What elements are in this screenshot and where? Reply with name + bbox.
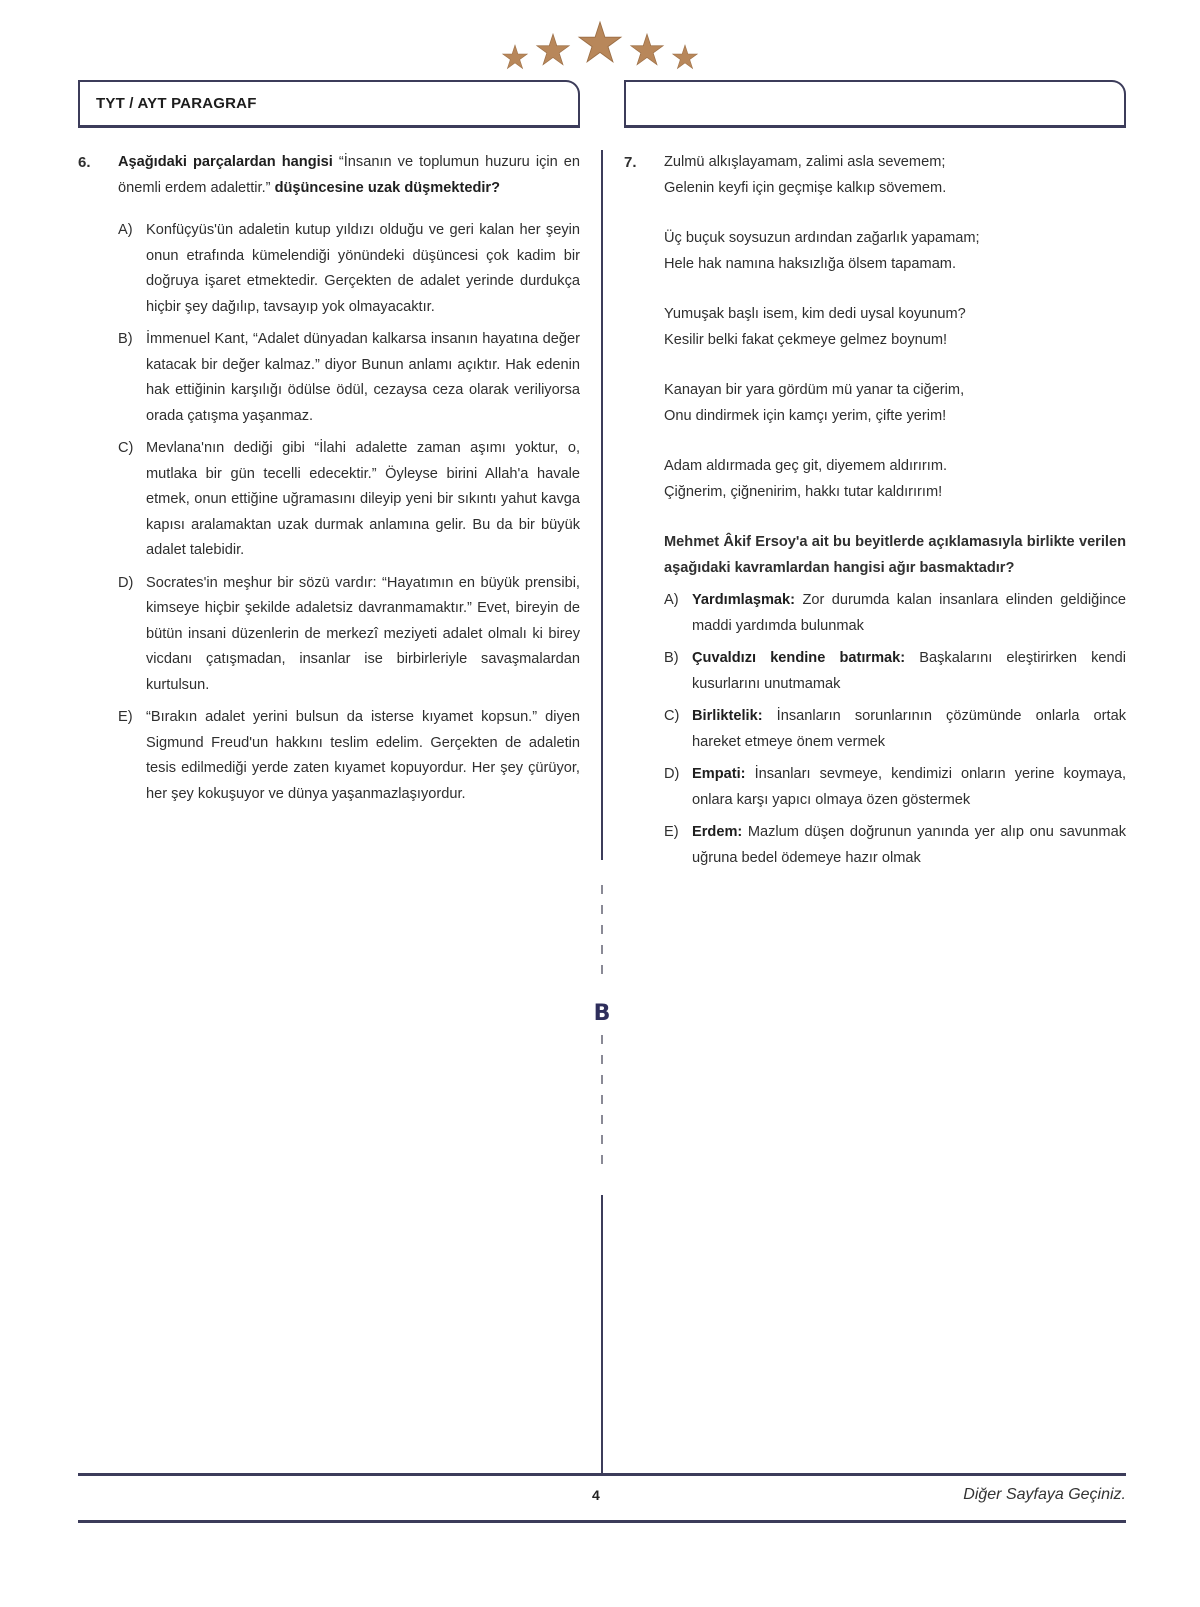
star-icon	[503, 45, 528, 69]
column-divider-lower	[601, 1195, 603, 1473]
poem	[664, 150, 1126, 505]
option-text: İmmenuel Kant, “Adalet dünyadan kalkarsa insanın hayatına değer katacak bir değer kalmaz.” diyor Bunun anlamı açıktır. Hak edenin hak ettiğinin karşılığı ödülse ödül, cezaysa ceza olarak veriliyorsa orada çatışma yaşanmaz.	[146, 331, 580, 424]
star-icon	[579, 22, 621, 62]
option-text: İnsanların sorunlarının çözümünde onlarla ortak hareket etmeye önem vermek	[692, 708, 1126, 750]
option-text: Mazlum düşen doğrunun yanında yer alıp onu savunmak uğruna bedel ödemeye hazır olmak	[692, 824, 1126, 866]
answer-option-a[interactable]	[118, 218, 580, 320]
stem-bold-text: Aşağıdaki parçalardan hangisi	[118, 154, 333, 170]
stars-decoration	[0, 0, 1200, 80]
answer-option-d[interactable]	[664, 762, 1126, 813]
next-page-note: Diğer Sayfaya Geçiniz.	[963, 1486, 1126, 1503]
poem-line: Çiğnerim, çiğnenirim, hakkı tutar kaldırırım!	[664, 483, 943, 500]
publisher-logo-icon: B	[593, 1001, 611, 1026]
column-divider	[601, 150, 603, 860]
option-letter: C)	[664, 708, 680, 724]
question-stem: Mehmet Âkif Ersoy'a ait bu beyitlerde açıklamasıyla birlikte verilen aşağıdaki kavramlardan hangisi ağır basmaktadır?	[664, 534, 1126, 576]
header-right-box	[624, 80, 1126, 128]
answer-option-c[interactable]	[664, 704, 1126, 755]
stem-bold-text: düşüncesine uzak düşmektedir?	[274, 179, 501, 196]
answer-option-a[interactable]	[664, 588, 1126, 639]
question-6	[78, 150, 580, 807]
option-term: Empati:	[692, 766, 746, 782]
question-number: 7.	[624, 154, 637, 171]
answer-option-e[interactable]	[118, 705, 580, 807]
question-number: 6.	[78, 154, 91, 171]
option-term: Çuvaldızı kendine batırmak:	[692, 650, 906, 666]
poem-line: Onu dindirmek için kamçı yerim, çifte yerim!	[664, 407, 947, 424]
option-text: Zor durumda kalan insanlara elinden geldiğince maddi yardımda bulunmak	[692, 592, 1126, 634]
poem-stanza	[664, 150, 1126, 201]
option-letter: C)	[118, 440, 134, 456]
option-letter: E)	[118, 709, 133, 725]
page-number: 4	[592, 1487, 600, 1503]
question-stem	[118, 150, 580, 201]
option-term: Yardımlaşmak:	[692, 592, 796, 608]
star-icon	[631, 34, 663, 65]
question-7	[624, 150, 1126, 871]
poem-line: Adam aldırmada geç git, diyemem aldırırım.	[664, 458, 948, 474]
answer-option-b[interactable]	[664, 646, 1126, 697]
answer-option-b[interactable]	[118, 327, 580, 429]
option-term: Birliktelik:	[692, 708, 763, 724]
star-icon	[537, 34, 569, 65]
poem-line: Yumuşak başlı isem, kim dedi uysal koyunum?	[664, 306, 966, 322]
option-text: “Bırakın adalet yerini bulsun da isterse kıyamet kopsun.” diyen Sigmund Freud'un hakkını teslim edelim. Gerçekten de adaletin tesis edilmediği yerde zaten kıyamet kopuyordur. Her şey çürüyor, her şey kokuşuyor ve dünya yaşanmazlaşıyordur.	[146, 709, 580, 802]
option-letter: A)	[118, 222, 133, 238]
poem-stanza	[664, 302, 1126, 353]
option-text: Mevlana'nın dediği gibi “İlahi adalette zaman aşımı yoktur, o, mutlaka bir gün tecelli edecektir.” Öyleyse birini Allah'a havale etmek, onun ettiğine uğramasını dileyip yeni bir sıkıntı yahut kavga kapısı aralamaktan uzak durmak anlamına gelir. Bu da bir büyük adalet talebidir.	[146, 440, 580, 558]
answer-option-d[interactable]	[118, 571, 580, 699]
option-text: Konfüçyüs'ün adaletin kutup yıldızı olduğu ve geri kalan her şeyin onun etrafında kümelendiği yönündeki düşüncesi çok kadim bir doğruya işaret etmektedir. Gerçekten de adalet yerinde durdukça hiçbir şey dağılıp, tavsayıp yok olmayacaktır.	[146, 222, 580, 315]
option-text: Socrates'in meşhur bir sözü vardır: “Hayatımın en büyük prensibi, kimseye hiçbir şekilde adaletsiz davranmamaktır.” Evet, bireyin de bütün insani düzenlerin de merkezî meziyeti adalet olmalı ki birey vicdanı çatışmadan, insanlar ise birbirleriyle savaşmalardan kurtulsun.	[146, 574, 580, 693]
option-term: Erdem:	[692, 824, 743, 840]
option-letter: D)	[118, 574, 134, 591]
option-letter: B)	[664, 650, 679, 666]
option-letter: B)	[118, 331, 133, 347]
poem-stanza	[664, 226, 1126, 277]
option-text: Başkalarını eleştirirken kendi kusurlarını unutmamak	[692, 650, 1126, 692]
option-letter: A)	[664, 592, 679, 608]
page-title: TYT / AYT PARAGRAF	[96, 95, 257, 112]
poem-line: Üç buçuk soysuzun ardından zağarlık yapamam;	[664, 230, 980, 246]
star-icon	[673, 45, 698, 69]
answer-option-c[interactable]	[118, 436, 580, 564]
poem-stanza	[664, 454, 1126, 505]
poem-line: Hele hak namına haksızlığa ölsem tapamam.	[664, 255, 957, 272]
option-text: İnsanları sevmeye, kendimizi onların yerine koymaya, onlara karşı yapıcı olmaya özen göstermek	[692, 766, 1126, 808]
poem-stanza	[664, 378, 1126, 429]
answer-option-e[interactable]	[664, 820, 1126, 871]
poem-line: Kanayan bir yara gördüm mü yanar ta ciğerim,	[664, 382, 965, 398]
option-letter: E)	[664, 824, 679, 840]
poem-line: Kesilir belki fakat çekmeye gelmez boynum!	[664, 331, 948, 348]
header-left-box	[78, 80, 580, 128]
footer-rule	[78, 1473, 1126, 1476]
poem-line: Gelenin keyfi için geçmişe kalkıp sövemem.	[664, 179, 947, 196]
option-letter: D)	[664, 766, 680, 782]
poem-line: Zulmü alkışlayamam, zalimi asla sevemem;	[664, 154, 946, 170]
footer-rule	[78, 1520, 1126, 1523]
stem-quote: “İnsanın ve toplumun huzuru için en önemli erdem adalettir.”	[118, 154, 580, 196]
dashed-divider	[596, 885, 608, 1175]
